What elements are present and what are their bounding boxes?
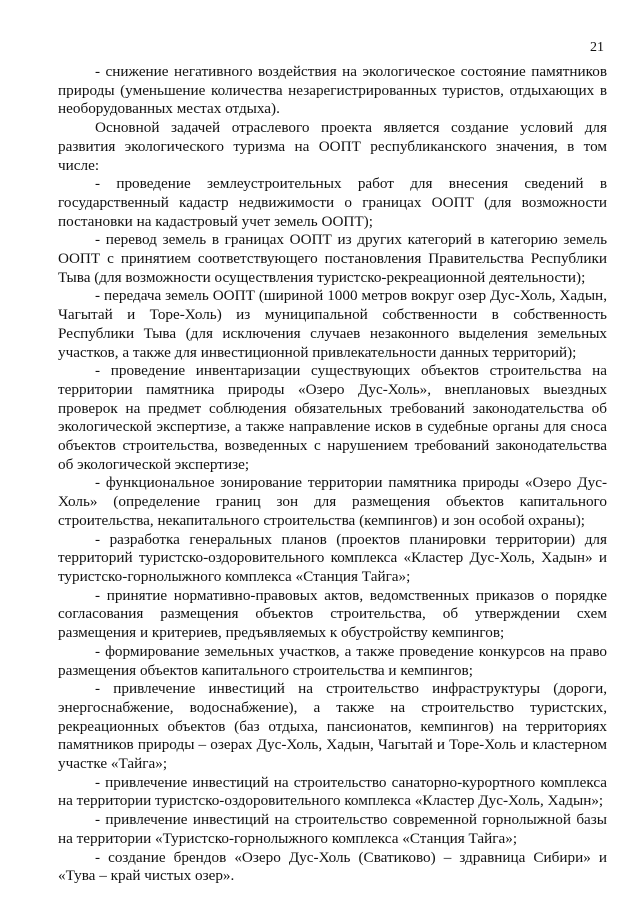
paragraph: - снижение негативного воздействия на экологическое состояние памятников природы (уменьшение количества незарегистрированных туристов, отдыхающих в необорудованных местах отдыха). xyxy=(58,63,607,118)
paragraph: - проведение землеустроительных работ для внесения сведений в государственный кадастр недвижимости о границах ООПТ (для возможности постановки на кадастровый учет земель ООПТ); xyxy=(58,175,607,230)
paragraph: - привлечение инвестиций на строительство санаторно-курортного комплекса на территории туристско-оздоровительного комплекса «Кластер Дус-Холь, Хадын»; xyxy=(58,773,607,810)
page-number: 21 xyxy=(590,40,604,55)
paragraph: - привлечение инвестиций на строительство современной горнолыжной базы на территории «Туристско-горнолыжного комплекса «Станция Тайга»; xyxy=(58,811,607,847)
paragraph: - формирование земельных участков, а также проведение конкурсов на право размещения объектов капитального строительства и кемпингов; xyxy=(58,642,607,679)
paragraph: - функциональное зонирование территории памятника природы «Озеро Дус-Холь» (определение границ зон для размещения объектов капитального строительства, некапитального строительства (кемпингов) и зон особой охраны); xyxy=(58,474,607,529)
paragraph: - принятие нормативно-правовых актов, ведомственных приказов о порядке согласования размещения объектов строительства, об утверждении схем размещения и критериев, предъявляемых к обустройству кемпингов; xyxy=(58,586,607,642)
paragraph: - проведение инвентаризации существующих объектов строительства на территории памятника природы «Озеро Дус-Холь», внеплановых выездных проверок на предмет соблюдения обязательных требований законодательства об экологической экспертизе, а также направление исков в судебные органы для сноса объектов строительства, возведенных с нарушением требований законодательства об экологической экспертизе; xyxy=(58,362,607,473)
paragraph: Основной задачей отраслевого проекта является создание условий для развития экологического туризма на ООПТ республиканского значения, в том числе: xyxy=(58,119,607,174)
paragraph: - перевод земель в границах ООПТ из других категорий в категорию земель ООПТ с принятием соответствующего постановления Правительства Республики Тыва (для возможности осуществления туристско-рекреационной деятельности); xyxy=(58,231,607,286)
paragraph: - передача земель ООПТ (шириной 1000 метров вокруг озер Дус-Холь, Хадын, Чагытай и Торе-Холь) из муниципальной собственности в собственность Республики Тыва (для исключения случаев незаконного выделения земельных участков, а также для инвестиционной привлекательности данных территорий); xyxy=(58,287,607,361)
paragraph: - разработка генеральных планов (проектов планировки территории) для территорий туристско-оздоровительного комплекса «Кластер Дус-Холь, Хадын» и туристско-горнолыжного комплекса «Станция Тайга»; xyxy=(58,530,607,585)
paragraph: - создание брендов «Озеро Дус-Холь (Сватиково) – здравница Сибири» и «Тува – край чистых озер». xyxy=(58,848,607,885)
paragraph: - привлечение инвестиций на строительство инфраструктуры (дороги, энергоснабжение, водоснабжение), а также на строительство туристских, рекреационных объектов (баз отдыха, пансионатов, кемпингов) на территориях памятников природы – озерах Дус-Холь, Хадын, Чагытай и Торе-Холь и кластерном участке «Тайга»; xyxy=(58,680,607,773)
body-text xyxy=(58,63,607,886)
